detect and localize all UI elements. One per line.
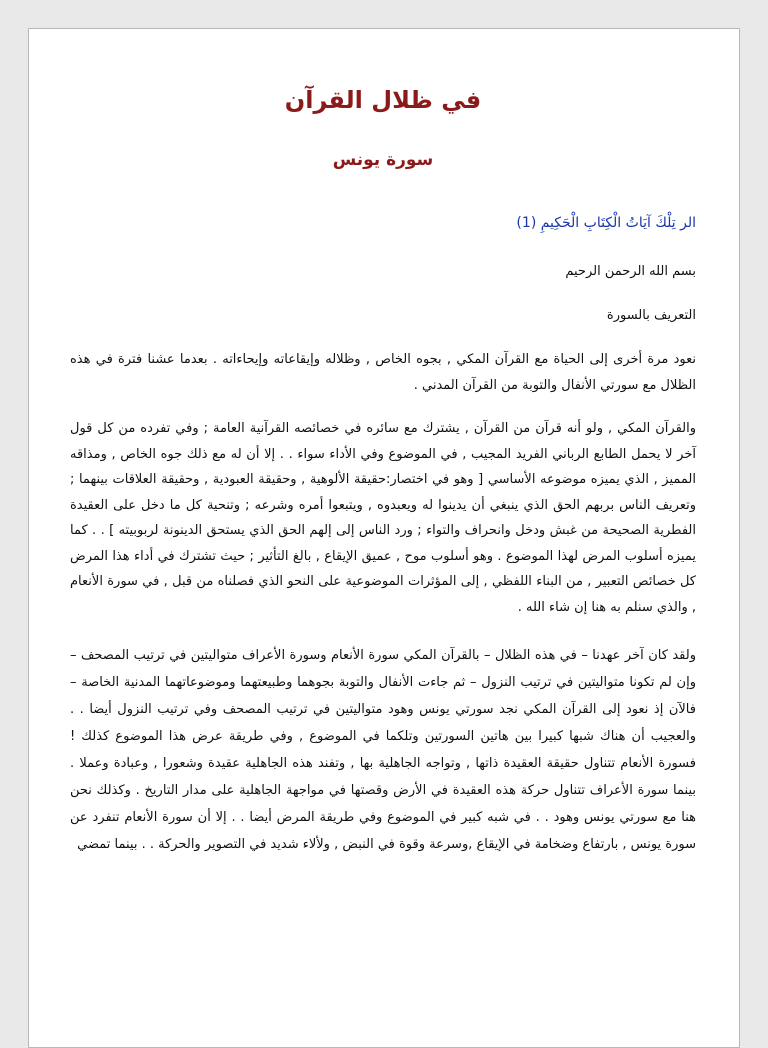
paragraph-2: والقرآن المكي , ولو أنه قرآن من القرآن , يشترك مع سائره في خصائصه القرآنية العامة ; وفي تفرده من كل قول آخر لا يحمل الطابع الرباني الفريد المجيب , في الموضوع وفي الأداء سواء . . إلا أن له مع ذلك جوه الخاص , ومذاقه المميز , الذي يميزه موضوعه الأساسي [ وهو في اختصار:حقيقة الألوهية , وحقيقة العبودية , وحقيقة العلاقات بينهما ; وتعريف الناس بربهم الحق الذي ينبغي أن يدينوا له ويعبدوه , ويتبعوا أمره وشرعه ; وتنحية كل ما دخل على العقيدة الفطرية الصحيحة من غبش ودخل وانحراف والتواء ; ورد الناس إلى إلهم الحق الذي يستحق الدينونة لربوبيته ] . . كما يميزه أسلوب المرض لهذا الموضوع . وهو أسلوب موح , عميق الإيقاع , بالغ التأثير ; حيث تشترك في أداء هذا المرض كل خصائص التعبير , من البناء اللفظي , إلى المؤثرات الموضوعية على النحو الذي فصلناه من قبل , في سورة الأنعام , والذي سنلم به هنا إن شاء الله . <box>70 421 696 615</box>
section-heading: التعريف بالسورة <box>606 308 696 323</box>
document-title: في ظلال القرآن <box>284 86 482 114</box>
document-page <box>28 28 740 1048</box>
paragraph-1: نعود مرة أخرى إلى الحياة مع القرآن المكي , بجوه الخاص , وظلاله وإيقاعاته وإيحاءاته . بعدما عشنا فترة في هذه الظلال مع سورتي الأنفال والتوبة من القرآن المدني . <box>70 352 696 393</box>
surah-title: سورة يونس <box>332 150 434 170</box>
document-content <box>29 83 739 858</box>
paragraph-3: ولقد كان آخر عهدنا – في هذه الظلال – بالقرآن المكي سورة الأنعام وسورة الأعراف متواليتين في ترتيب المصحف – وإن لم تكونا متواليتين في ترتيب النزول – ثم جاءت الأنفال والتوبة بجوهما وطبيعتهما وموضوعاتهما المدنية الخاصة – فالآن إذ نعود إلى القرآن المكي نجد سورتي يونس وهود متواليتين في ترتيب المصحف وفي ترتيب النزول أيضا . . والعجيب أن هناك شبها كبيرا بين هاتين السورتين وتلكما في الموضوع , وفي طريقة عرض هذا الموضوع كذلك ! فسورة الأنعام تتناول حقيقة العقيدة ذاتها , وتواجه الجاهلية بها , وتفند هذه الجاهلية عقيدة وشعورا , وعبادة وعملا . بينما سورة الأعراف تتناول حركة هذه العقيدة في الأرض وقصتها في مواجهة الجاهلية على مدار التاريخ . وكذلك نحن هنا مع سورتي يونس وهود . . في شبه كبير في الموضوع وفي طريقة المرض أيضا . . إلا أن سورة الأنعام تنفرد عن سورة يونس , بارتفاع وضخامة في الإيقاع ,وسرعة وقوة في النبض , ولألاء شديد في التصوير والحركة . . بينما تمضي <box>70 648 696 852</box>
basmala: بسم الله الرحمن الرحيم <box>565 264 696 279</box>
opening-verse: الر تِلْكَ آيَاتُ الْكِتَابِ الْحَكِيمِ (1) <box>516 215 696 231</box>
